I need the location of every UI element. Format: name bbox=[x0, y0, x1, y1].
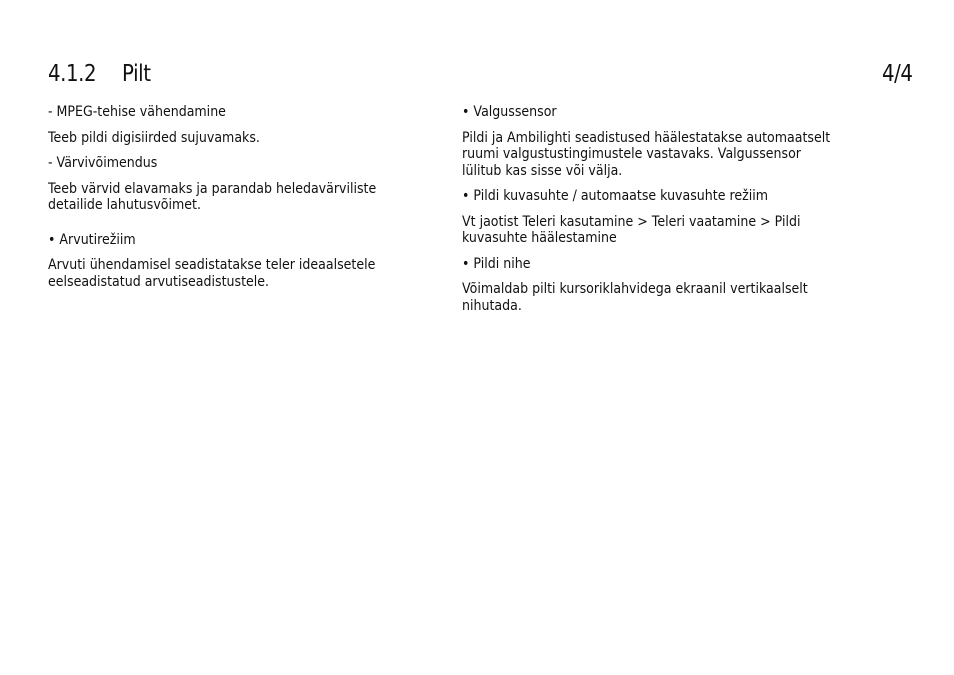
shift-heading: • Pildi nihe bbox=[462, 255, 531, 272]
aspect-text-line2: kuvasuhte häälestamine bbox=[462, 230, 617, 246]
pc-heading: • Arvutirežiim bbox=[48, 231, 136, 248]
aspect-text-line1: Vt jaotist Teleri kasutamine > Teleri vaatamine > Pildi bbox=[462, 213, 801, 230]
shift-text-line1: Võimaldab pilti kursoriklahvidega ekraanil vertikaalselt bbox=[462, 281, 808, 297]
light-heading: • Valgussensor bbox=[462, 104, 557, 120]
pc-text-line1: Arvuti ühendamisel seadistatakse teler ideaalsetele bbox=[48, 257, 376, 273]
light-text-line2: ruumi valgustustingimustele vastavaks. Valgussensor bbox=[462, 146, 801, 162]
section-title: Pilt bbox=[122, 61, 151, 87]
mpeg-heading: - MPEG-tehise vähendamine bbox=[48, 104, 226, 120]
right-column bbox=[462, 104, 862, 314]
light-text-line3: lülitub kas sisse või välja. bbox=[462, 162, 623, 179]
section-number: 4.1.2 bbox=[48, 61, 97, 87]
mpeg-text: Teeb pildi digisiirded sujuvamaks. bbox=[48, 129, 260, 146]
page-indicator: 4/4 bbox=[882, 61, 913, 87]
light-text-line1: Pildi ja Ambilighti seadistused häälestatakse automaatselt bbox=[462, 129, 831, 146]
shift-text-line2: nihutada. bbox=[462, 297, 522, 314]
color-text-line2: detailide lahutusvõimet. bbox=[48, 197, 201, 213]
color-heading: - Värvivõimendus bbox=[48, 155, 158, 171]
pc-text-line2: eelseadistatud arvutiseadistustele. bbox=[48, 273, 270, 290]
color-text-line1: Teeb värvid elavamaks ja parandab heledavärviliste bbox=[48, 180, 377, 197]
left-column bbox=[48, 104, 448, 290]
aspect-heading: • Pildi kuvasuhte / automaatse kuvasuhte režiim bbox=[462, 188, 769, 204]
